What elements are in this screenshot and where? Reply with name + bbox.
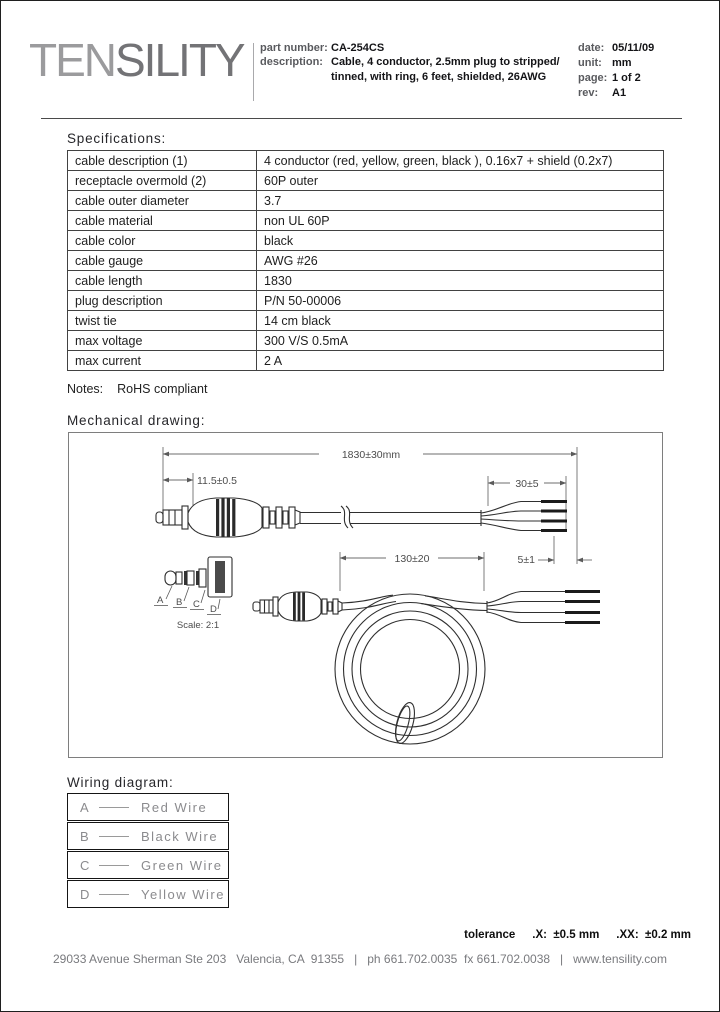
tolerance-xx-value: .XX: ±0.2 mm	[616, 929, 691, 941]
dim-plug-length: 11.5±0.5	[197, 475, 238, 487]
dim-overall-length: 1830±30mm	[341, 449, 401, 461]
spec-key: cable description (1)	[68, 151, 257, 171]
tolerance-x-value: .X: ±0.5 mm	[532, 929, 600, 941]
table-row	[68, 151, 664, 171]
table-row	[68, 311, 664, 331]
list-item	[67, 851, 229, 879]
table-row	[68, 191, 664, 211]
notes-line	[67, 382, 207, 396]
spec-key: cable outer diameter	[68, 191, 257, 211]
spec-value: 4 conductor (red, yellow, green, black ), 0.16x7 + shield (0.2x7)	[257, 151, 664, 171]
spec-key: cable material	[68, 211, 257, 231]
wire-letter: A	[80, 799, 91, 815]
cable-assembly-top	[156, 498, 567, 537]
description-label: description:	[260, 56, 323, 68]
twist-tie	[392, 701, 418, 746]
wire-name: Red Wire	[141, 799, 208, 815]
table-row	[68, 251, 664, 271]
spec-value: 300 V/S 0.5mA	[257, 331, 664, 351]
tolerance-label: tolerance	[464, 929, 516, 941]
page-value: 1 of 2	[612, 72, 641, 84]
list-item	[67, 880, 229, 908]
spec-value: black	[257, 231, 664, 251]
page-label: page:	[578, 72, 608, 84]
detail-label-d: D	[210, 604, 217, 615]
spec-key: cable length	[68, 271, 257, 291]
company-logo	[29, 34, 244, 86]
header-divider	[253, 43, 254, 101]
wire-dash	[99, 894, 129, 895]
spec-key: cable gauge	[68, 251, 257, 271]
detail-scale-label: Scale: 2:1	[176, 620, 220, 631]
spec-value: 60P outer	[257, 171, 664, 191]
wire-name: Green Wire	[141, 857, 223, 873]
table-row	[68, 171, 664, 191]
spec-value: non UL 60P	[257, 211, 664, 231]
wire-dash	[99, 807, 129, 808]
description-value	[331, 55, 560, 84]
wire-name: Yellow Wire	[141, 886, 225, 902]
dim-coil-diameter: 130±20	[394, 553, 430, 565]
table-row	[68, 231, 664, 251]
table-row	[68, 291, 664, 311]
coiled-cable-assembly	[253, 592, 600, 746]
detail-label-b: B	[176, 597, 183, 608]
unit-label: unit:	[578, 57, 602, 69]
notes-value: RoHS compliant	[117, 382, 208, 396]
spec-key: max current	[68, 351, 257, 371]
wire-name: Black Wire	[141, 828, 219, 844]
table-row	[68, 211, 664, 231]
spec-key: plug description	[68, 291, 257, 311]
detail-label-a: A	[157, 595, 164, 606]
spec-value: P/N 50-00006	[257, 291, 664, 311]
wire-letter: D	[80, 886, 91, 902]
description-line-1: Cable, 4 conductor, 2.5mm plug to stripped/	[331, 56, 560, 68]
mechanical-drawing-title: Mechanical drawing:	[67, 413, 206, 428]
part-number-label: part number:	[260, 42, 328, 54]
document-meta-block	[578, 41, 654, 101]
logo-text-right: SILITY	[115, 34, 244, 86]
table-row	[68, 271, 664, 291]
wire-letter: C	[80, 857, 91, 873]
spec-key: cable color	[68, 231, 257, 251]
rev-value: A1	[612, 87, 627, 99]
notes-label: Notes:	[67, 382, 104, 396]
part-info-block	[260, 41, 560, 84]
date-label: date:	[578, 42, 605, 54]
list-item	[67, 822, 229, 850]
specifications-title: Specifications:	[67, 131, 167, 146]
wire-dash	[99, 865, 129, 866]
mechanical-drawing	[69, 433, 664, 759]
mechanical-drawing-box	[68, 432, 663, 758]
table-row	[68, 351, 664, 371]
wiring-diagram-table	[67, 793, 229, 909]
rev-label: rev:	[578, 87, 599, 99]
detail-label-c: C	[193, 599, 200, 610]
specifications-table	[67, 150, 664, 371]
company-address: 29033 Avenue Sherman Ste 203 Valencia, CA 91355 | ph 661.702.0035 fx 661.702.0038 | www.tensility.com	[53, 952, 667, 966]
wire-dash	[99, 836, 129, 837]
spec-key: twist tie	[68, 311, 257, 331]
unit-value: mm	[612, 57, 632, 69]
dim-strip-length: 30±5	[515, 478, 539, 490]
wire-letter: B	[80, 828, 91, 844]
spec-key: max voltage	[68, 331, 257, 351]
date-value: 05/11/09	[612, 42, 655, 54]
wiring-diagram-title: Wiring diagram:	[67, 775, 174, 790]
spec-value: 3.7	[257, 191, 664, 211]
spec-value: 2 A	[257, 351, 664, 371]
spec-value: 14 cm black	[257, 311, 664, 331]
part-number-value: CA-254CS	[331, 42, 385, 54]
header-rule	[41, 118, 682, 119]
spec-key: receptacle overmold (2)	[68, 171, 257, 191]
table-row	[68, 331, 664, 351]
spec-value: 1830	[257, 271, 664, 291]
tolerance-line	[431, 929, 691, 941]
logo-text-left: TEN	[29, 34, 115, 86]
list-item	[67, 793, 229, 821]
spec-value: AWG #26	[257, 251, 664, 271]
description-line-2: tinned, with ring, 6 feet, shielded, 26AWG	[331, 70, 547, 83]
dim-tin-length: 5±1	[517, 554, 535, 566]
